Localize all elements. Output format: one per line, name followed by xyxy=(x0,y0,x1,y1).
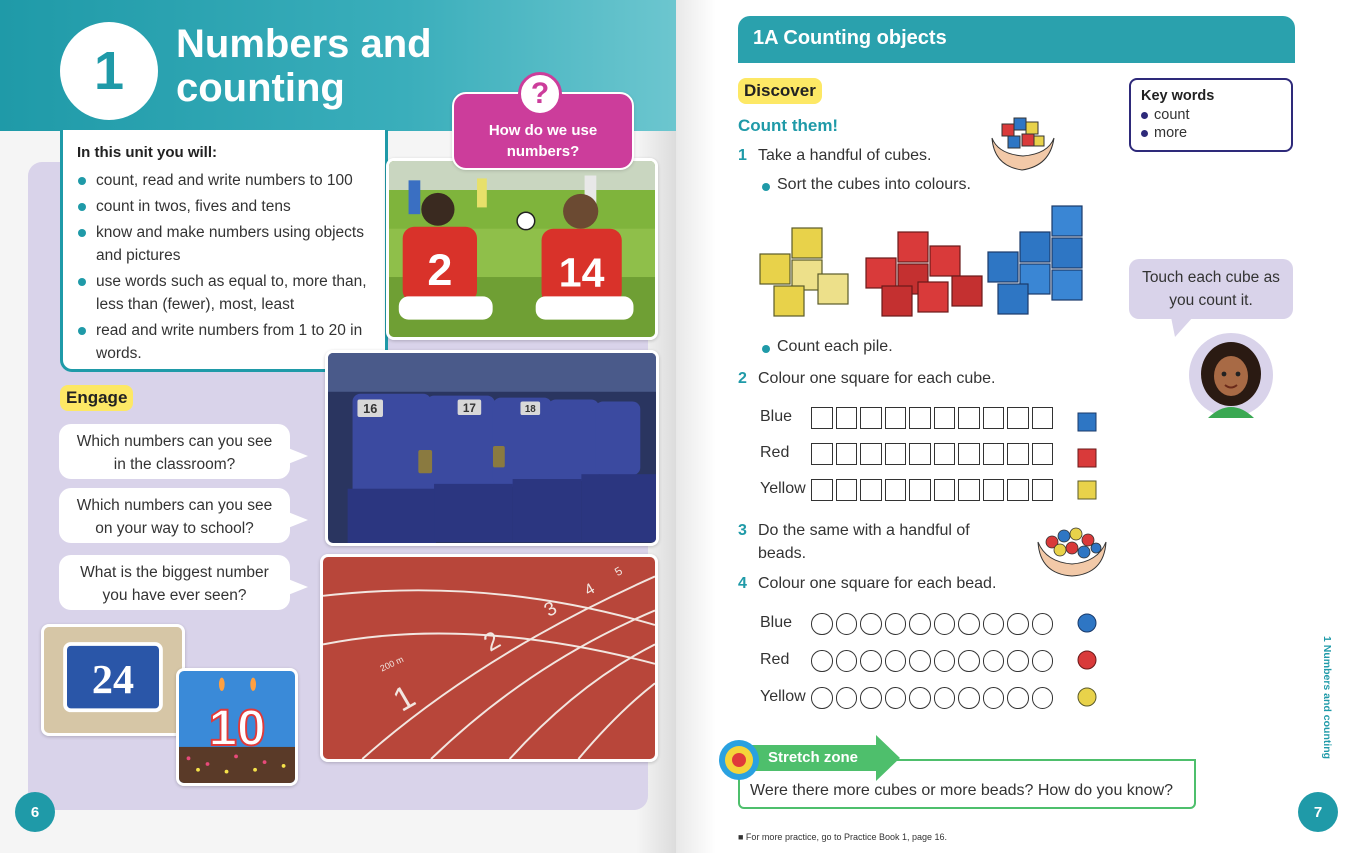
step-number: 4 xyxy=(738,575,747,592)
answer-circle[interactable] xyxy=(983,650,1005,672)
answer-square[interactable] xyxy=(909,479,931,501)
step-text: Colour one square for each bead. xyxy=(758,575,997,592)
lesson-title: 1A Counting objects xyxy=(738,16,1295,63)
answer-circle[interactable] xyxy=(1032,687,1054,709)
lane-number: 2 xyxy=(478,626,506,658)
answer-circle[interactable] xyxy=(909,687,931,709)
step-3 xyxy=(738,519,998,565)
touch-speech-bubble: Touch each cube as you count it. xyxy=(1129,259,1293,319)
answer-circle[interactable] xyxy=(958,613,980,635)
engage-question-bubble: What is the biggest number you have ever seen? xyxy=(59,555,290,610)
lane-number: 3 xyxy=(540,597,561,622)
unit-number-badge: 1 xyxy=(60,22,158,120)
answer-square[interactable] xyxy=(1032,407,1054,429)
objective-item: use words such as equal to, more than, less than (fewer), most, least xyxy=(77,270,373,316)
running-head: 1 Numbers and counting xyxy=(1321,636,1333,760)
answer-square[interactable] xyxy=(909,443,931,465)
answer-circle[interactable] xyxy=(1007,613,1029,635)
answer-circle[interactable] xyxy=(1007,687,1029,709)
square-row-red xyxy=(811,443,1053,465)
answer-circle[interactable] xyxy=(909,650,931,672)
key-word: more xyxy=(1141,124,1281,142)
objective-item: know and make numbers using objects and pictures xyxy=(77,221,373,267)
stadium-seats-photo xyxy=(325,350,659,546)
objective-item: count in twos, fives and tens xyxy=(77,195,373,218)
house-number-photo xyxy=(41,624,185,736)
answer-circle[interactable] xyxy=(811,687,833,709)
section-heading: Count them! xyxy=(738,116,839,135)
girl-avatar xyxy=(1188,332,1274,418)
circle-row-blue xyxy=(811,613,1053,635)
step-text: Do the same with a handful of beads. xyxy=(758,522,970,562)
question-mark-icon: ? xyxy=(518,72,562,116)
row-label-red: Red xyxy=(760,444,790,461)
page-number-left: 6 xyxy=(15,792,55,832)
unit-title: Numbers and counting xyxy=(176,22,432,110)
answer-square[interactable] xyxy=(934,479,956,501)
row-label-yellow: Yellow xyxy=(760,480,806,497)
birthday-cake-photo xyxy=(176,668,298,786)
step-1 xyxy=(738,144,931,167)
key-words-box xyxy=(1129,78,1293,152)
running-track-photo xyxy=(320,554,658,762)
track-distance-text: 200 m xyxy=(378,654,406,674)
row-label-blue: Blue xyxy=(760,408,793,425)
answer-square[interactable] xyxy=(983,443,1005,465)
key-word: count xyxy=(1141,106,1281,124)
objective-item: count, read and write numbers to 100 xyxy=(77,169,373,192)
answer-circle[interactable] xyxy=(885,613,907,635)
answer-circle[interactable] xyxy=(836,687,858,709)
stretch-zone-label: Stretch zone xyxy=(768,749,859,766)
key-question-bubble: How do we use numbers? xyxy=(452,92,634,170)
red-bead-icon xyxy=(1076,649,1098,671)
objectives-list xyxy=(77,169,373,365)
football-photo xyxy=(386,158,658,340)
seat-number: 16 xyxy=(363,402,378,417)
answer-circle[interactable] xyxy=(909,613,931,635)
row-label-blue: Blue xyxy=(760,614,793,631)
hands-with-beads-icon xyxy=(1034,512,1110,578)
blue-bead-icon xyxy=(1076,612,1098,634)
answer-square[interactable] xyxy=(983,407,1005,429)
answer-square[interactable] xyxy=(811,407,833,429)
engage-label: Engage xyxy=(60,385,133,411)
answer-square[interactable] xyxy=(909,407,931,429)
engage-question-bubble: Which numbers can you see in the classroom? xyxy=(59,424,290,479)
blue-cube-icon xyxy=(1076,411,1098,433)
objectives-box xyxy=(60,130,388,372)
answer-circle[interactable] xyxy=(885,650,907,672)
answer-square[interactable] xyxy=(1007,479,1029,501)
yellow-bead-icon xyxy=(1076,686,1098,708)
hands-with-cubes-icon xyxy=(988,108,1058,172)
answer-square[interactable] xyxy=(958,407,980,429)
answer-circle[interactable] xyxy=(958,687,980,709)
answer-circle[interactable] xyxy=(860,650,882,672)
answer-square[interactable] xyxy=(1007,443,1029,465)
answer-square[interactable] xyxy=(836,407,858,429)
bullet-sort: Sort the cubes into colours. xyxy=(760,176,971,194)
key-words-heading: Key words xyxy=(1141,88,1215,104)
practice-footnote: ■ For more practice, go to Practice Book 1, page 16. xyxy=(738,832,948,842)
shirt-number: 2 xyxy=(427,245,453,295)
row-label-yellow: Yellow xyxy=(760,688,806,705)
answer-square[interactable] xyxy=(836,443,858,465)
sorted-cubes-illustration xyxy=(758,202,1094,324)
seat-number: 18 xyxy=(524,404,536,416)
answer-circle[interactable] xyxy=(934,613,956,635)
key-words-list xyxy=(1141,106,1281,142)
answer-circle[interactable] xyxy=(983,613,1005,635)
step-number: 3 xyxy=(738,522,747,539)
lane-number: 4 xyxy=(581,580,598,600)
answer-circle[interactable] xyxy=(836,613,858,635)
bullet-count: Count each pile. xyxy=(760,338,893,356)
answer-square[interactable] xyxy=(1007,407,1029,429)
objectives-heading: In this unit you will: xyxy=(77,144,217,161)
page-number-right: 7 xyxy=(1298,792,1338,832)
answer-circle[interactable] xyxy=(836,650,858,672)
lane-number: 5 xyxy=(612,564,625,580)
row-label-red: Red xyxy=(760,651,790,668)
answer-square[interactable] xyxy=(958,443,980,465)
answer-square[interactable] xyxy=(836,479,858,501)
answer-circle[interactable] xyxy=(1032,613,1054,635)
square-row-yellow xyxy=(811,479,1053,501)
answer-circle[interactable] xyxy=(1007,650,1029,672)
step-number: 2 xyxy=(738,370,747,387)
answer-circle[interactable] xyxy=(860,613,882,635)
answer-square[interactable] xyxy=(811,443,833,465)
stretch-zone xyxy=(718,735,1198,811)
step-2 xyxy=(738,367,995,390)
answer-circle[interactable] xyxy=(934,650,956,672)
answer-circle[interactable] xyxy=(811,613,833,635)
red-cube-icon xyxy=(1076,447,1098,469)
step-4 xyxy=(738,572,996,595)
answer-square[interactable] xyxy=(811,479,833,501)
answer-square[interactable] xyxy=(860,407,882,429)
answer-square[interactable] xyxy=(885,407,907,429)
answer-square[interactable] xyxy=(934,407,956,429)
answer-square[interactable] xyxy=(983,479,1005,501)
candle-number: 10 xyxy=(208,699,266,757)
answer-square[interactable] xyxy=(934,443,956,465)
answer-circle[interactable] xyxy=(934,687,956,709)
answer-circle[interactable] xyxy=(983,687,1005,709)
shirt-number: 14 xyxy=(558,249,605,296)
answer-circle[interactable] xyxy=(1032,650,1054,672)
answer-square[interactable] xyxy=(885,443,907,465)
answer-circle[interactable] xyxy=(958,650,980,672)
answer-circle[interactable] xyxy=(885,687,907,709)
yellow-cube-icon xyxy=(1076,479,1098,501)
lane-number: 1 xyxy=(386,678,422,720)
answer-square[interactable] xyxy=(1032,479,1054,501)
circle-row-yellow xyxy=(811,687,1053,709)
answer-circle[interactable] xyxy=(860,687,882,709)
engage-question-bubble: Which numbers can you see on your way to school? xyxy=(59,488,290,543)
target-icon xyxy=(718,739,760,781)
answer-square[interactable] xyxy=(885,479,907,501)
step-text: Take a handful of cubes. xyxy=(758,147,932,164)
step-number: 1 xyxy=(738,147,747,164)
answer-square[interactable] xyxy=(860,443,882,465)
answer-circle[interactable] xyxy=(811,650,833,672)
house-number: 24 xyxy=(91,657,135,704)
answer-square[interactable] xyxy=(1032,443,1054,465)
discover-label: Discover xyxy=(738,78,822,104)
objective-item: read and write numbers from 1 to 20 in words. xyxy=(77,319,373,365)
answer-square[interactable] xyxy=(860,479,882,501)
circle-row-red xyxy=(811,650,1053,672)
seat-number: 17 xyxy=(462,402,476,416)
step-text: Colour one square for each cube. xyxy=(758,370,996,387)
square-row-blue xyxy=(811,407,1053,429)
answer-square[interactable] xyxy=(958,479,980,501)
stretch-question: Were there more cubes or more beads? How do you know? xyxy=(738,759,1196,809)
